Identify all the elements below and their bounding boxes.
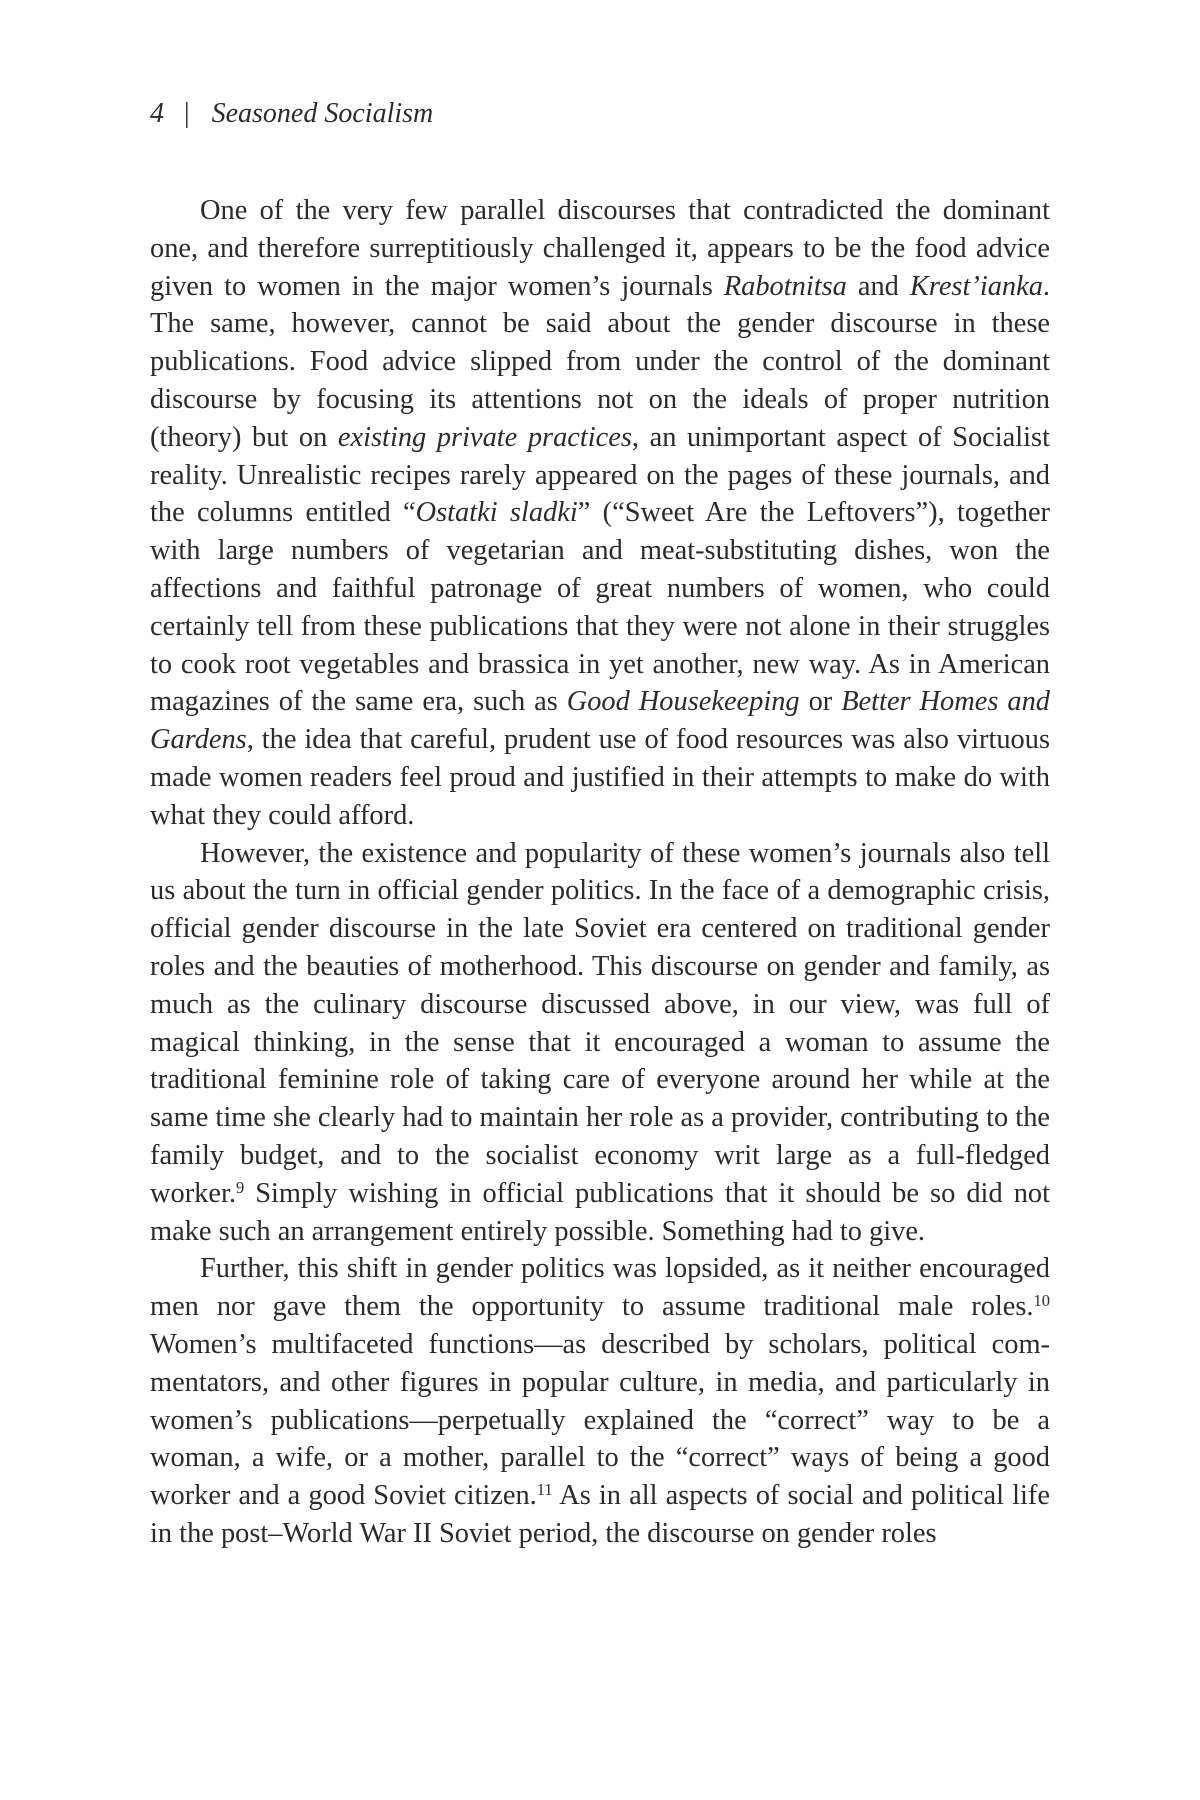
italic-text: Krest’ianka <box>909 270 1043 302</box>
footnote-marker: 10 <box>1033 1291 1050 1311</box>
text-run: . The same, however, cannot be said about the gender discourse in these publications. Food advice slipped from under the control of the dominant discourse by focusing its attentions not on the ideals of proper nutrition (theory) but on <box>150 270 1050 453</box>
running-head <box>150 96 433 132</box>
paragraph <box>150 835 1050 1251</box>
paragraph <box>150 192 1050 835</box>
text-run: , an unimportant aspect of Socialist reality. Unrealistic recipes rarely appeared on the pages of these journals, and the columns entitled “ <box>150 421 1050 529</box>
text-run: Simply wishing in official publications that it should be so did not make such an arrangement entirely possible. Something had to give. <box>150 1177 1050 1247</box>
body-text <box>150 192 1050 1553</box>
text-run: Further, this shift in gender politics was lopsided, as it neither encouraged men nor gave them the opportunity to assume traditional male roles. <box>150 1253 1050 1323</box>
book-title: Seasoned Socialism <box>211 98 434 129</box>
italic-text: Good Housekeeping <box>566 686 800 718</box>
paragraph <box>150 1250 1050 1552</box>
header-separator: | <box>184 98 190 129</box>
text-run: However, the existence and popularity of these women’s journals also tell us about the turn in official gender politics. In the face of a demographic crisis, official gender discourse in the late Soviet era centered on traditional gender roles and the beauties of motherhood. This discourse on gender and family, as much as the culinary discourse discussed above, in our view, was full of magical thinking, in the sense that it encouraged a woman to assume the traditional feminine role of taking care of everyone around her while at the same time she clearly had to maintain her role as a provider, contributing to the family budget, and to the socialist economy writ large as a full-fledged worker. <box>150 837 1050 1209</box>
text-run: or <box>799 686 842 718</box>
text-run: Women’s multifaceted functions—as described by scholars, political commentators, and other figures in popular culture, in media, and particularly in women’s publications—perpetually explained the “correct” way to be a woman, a wife, or a mother, parallel to the “correct” ways of being a good worker and a good Soviet citizen. <box>150 1328 1050 1512</box>
text-run: As in all aspects of social and political life in the post–World War II Soviet period, the discourse on gender roles <box>150 1480 1050 1549</box>
text-run: One of the very few parallel discourses that contradicted the dominant one, and therefore surreptitiously challenged it, appears to be the food advice given to women in the major women’s journals <box>150 195 1050 302</box>
text-run: , the idea that careful, prudent use of food resources was also virtuous made women readers feel proud and justified in their attempts to make do with what they could afford. <box>150 724 1050 831</box>
text-run: and <box>846 270 910 302</box>
italic-text: Better Homes and Gardens <box>150 686 1050 756</box>
page-number: 4 <box>150 98 164 129</box>
italic-text: existing private practices <box>337 421 632 453</box>
italic-text: Ostatki sladki <box>415 497 578 529</box>
italic-text: Rabotnitsa <box>723 270 847 302</box>
footnote-marker: 11 <box>536 1480 553 1500</box>
footnote-marker: 9 <box>235 1177 245 1197</box>
text-run: ” (“Sweet Are the Leftovers”), together with large numbers of vegetarian and meat-substituting dishes, won the affections and faithful patronage of great numbers of women, who could certainly tell from these publications that they were not alone in their struggles to cook root vegetables and brassica in yet another, new way. As in American magazines of the same era, such as <box>150 497 1050 718</box>
